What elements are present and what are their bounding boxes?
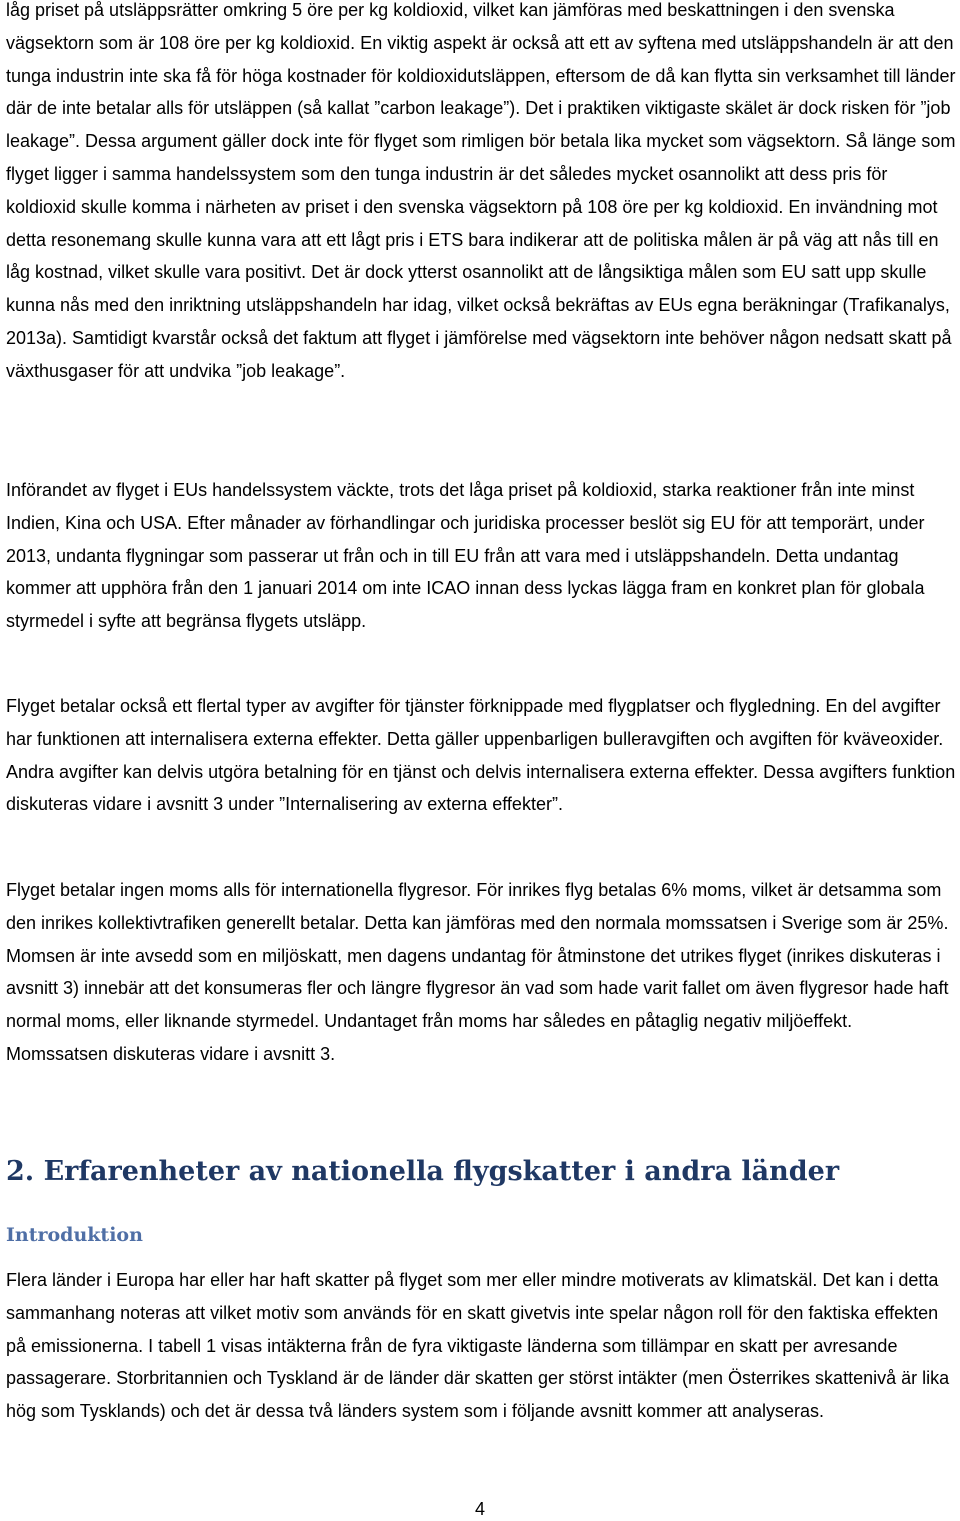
section-heading: 2. Erfarenheter av nationella flygskatter i andra länder <box>6 1156 840 1187</box>
paragraph-emissions-trading: låg priset på utsläppsrätter omkring 5 öre per kg koldioxid, vilket kan jämföras med beskattningen i den svenska vägsektorn som är 108 öre per kg koldioxid. En viktig aspekt är också att ett av syftena med utsläppshandeln är att den tunga industrin inte ska få för höga kostnader för koldioxidutsläppen, eftersom de då kan flytta sin verksamhet till länder där de inte betalar alls för utsläppen (så kallat ”carbon leakage”). Det i praktiken viktigaste skälet är dock risken för ”job leakage”. Dessa argument gäller dock inte för flyget som rimligen bör betala lika mycket som vägsektorn. Så länge som flyget ligger i samma handelssystem som den tunga industrin är det således mycket osannolikt att dess pris för koldioxid skulle komma i närheten av priset i den svenska vägsektorn på 108 öre per kg koldioxid. En invändning mot detta resonemang skulle kunna vara att ett lågt pris i ETS bara indikerar att de politiska målen är på väg att nås till en låg kostnad, vilket skulle vara positivt. Det är dock ytterst osannolikt att de långsiktiga målen som EU satt upp skulle kunna nås med den inriktning utsläppshandeln har idag, vilket också bekräftas av EUs egna beräkningar (Trafikanalys, 2013a). Samtidigt kvarstår också det faktum att flyget i jämförelse med vägsektorn inte behöver någon nedsatt skatt på växthusgaser för att undvika ”job leakage”. <box>6 0 956 381</box>
paragraph-introduction: Flera länder i Europa har eller har haft skatter på flyget som mer eller mindre motiverats av klimatskäl. Det kan i detta sammanhang noteras att vilket motiv som används för en skatt givetvis inte spelar någon roll för den faktiska effekten på emissionerna. I tabell 1 visas intäkterna från de fyra viktigaste länderna som tillämpar en skatt per avresande passagerare. Storbritannien och Tyskland är de länder där skatten ger störst intäkter (men Österrikes skattenivå är lika hög som Tysklands) och det är dessa två länders system som i följande avsnitt kommer att analyseras. <box>6 1270 950 1422</box>
subsection-heading: Introduktion <box>6 1224 143 1246</box>
paragraph-eu-trading-system: Införandet av flyget i EUs handelssystem väckte, trots det låga priset på koldioxid, starka reaktioner från inte minst Indien, Kina och USA. Efter månader av förhandlingar och juridiska processer beslöt sig EU för att temporärt, under 2013, undanta flygningar som passerar ut från och in till EU från att vara med i utsläppshandeln. Detta undantag kommer att upphöra från den 1 januari 2014 om inte ICAO innan dess lyckas lägga fram en konkret plan för globala styrmedel i syfte att begränsa flygets utsläpp. <box>6 480 925 632</box>
page-number: 4 <box>474 1499 485 1519</box>
paragraph-fees: Flyget betalar också ett flertal typer av avgifter för tjänster förknippade med flygplatser och flygledning. En del avgifter har funktionen att internalisera externa effekter. Detta gäller uppenbarligen bulleravgiften och avgiften för kväveoxider. Andra avgifter kan delvis utgöra betalning för en tjänst och delvis internalisera externa effekter. Dessa avgifters funktion diskuteras vidare i avsnitt 3 under ”Internalisering av externa effekter”. <box>6 696 956 815</box>
paragraph-vat: Flyget betalar ingen moms alls för internationella flygresor. För inrikes flyg betalas 6% moms, vilket är detsamma som den inrikes kollektivtrafiken generellt betalar. Detta kan jämföras med den normala momssatsen i Sverige som är 25%. Momsen är inte avsedd som en miljöskatt, men dagens undantag för åtminstone det utrikes flyget (inrikes diskuteras i avsnitt 3) innebär att det konsumeras fler och längre flygresor än vad som hade varit fallet om även flygresor hade haft normal moms, eller liknande styrmedel. Undantaget från moms har således en påtaglig negativ miljöeffekt. Momssatsen diskuteras vidare i avsnitt 3. <box>6 880 949 1064</box>
